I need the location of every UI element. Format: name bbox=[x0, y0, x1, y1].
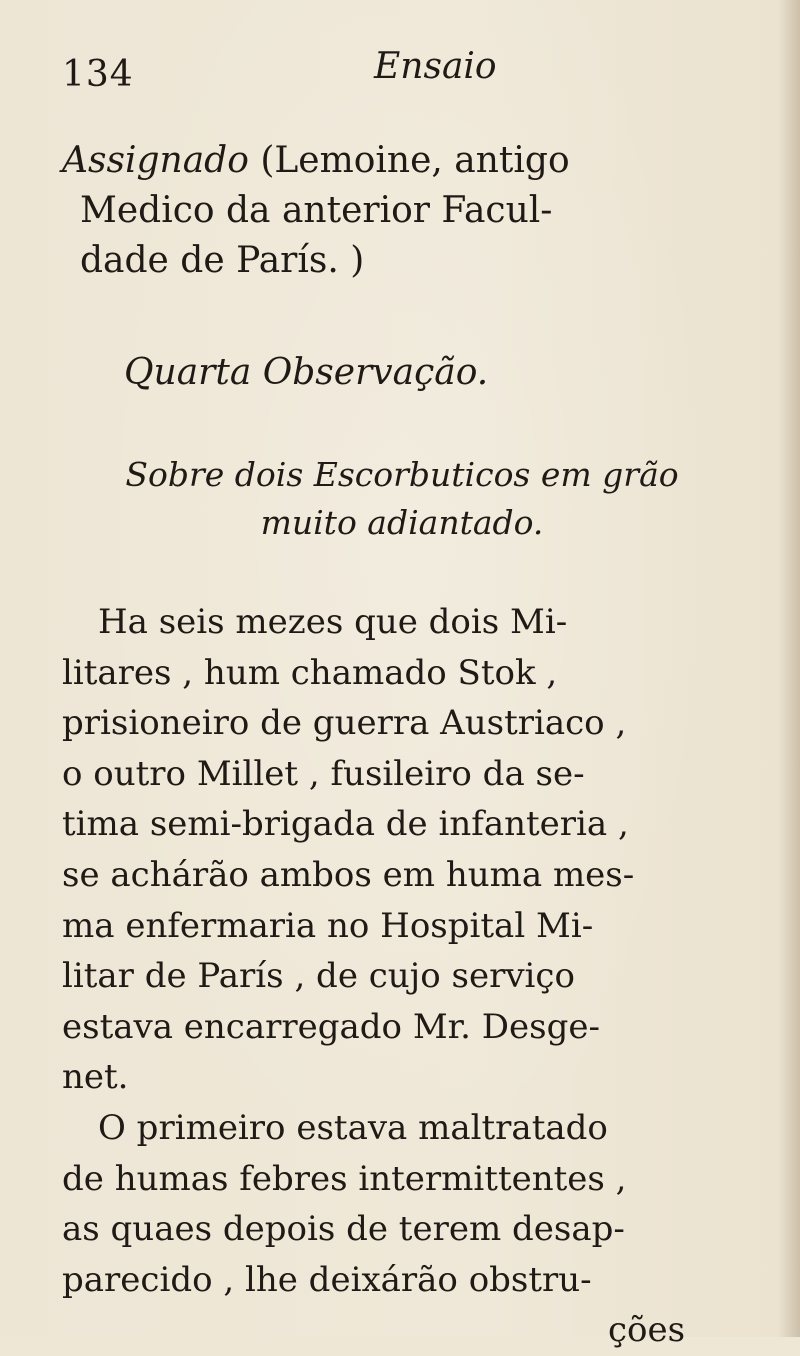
body-line: Ha seis mezes que dois Mi- bbox=[98, 602, 568, 642]
body-line: as quaes depois de terem desap- bbox=[62, 1209, 625, 1250]
running-head bbox=[62, 46, 742, 106]
body-line: se achárão ambos em huma mes- bbox=[62, 854, 635, 895]
signature-line-1 bbox=[62, 136, 742, 186]
body-line: ma enfermaria no Hospital Mi- bbox=[62, 905, 594, 946]
body-line: parecido , lhe deixárão obstru- bbox=[62, 1259, 592, 1300]
signature-block bbox=[62, 136, 742, 286]
body-line: estava encarregado Mr. Desge- bbox=[62, 1006, 600, 1047]
signature-line-2: Medico da anterior Facul- bbox=[80, 190, 553, 231]
body-line: de humas febres intermittentes , bbox=[62, 1158, 627, 1199]
body-line: tima semi-brigada de infanteria , bbox=[62, 804, 629, 845]
signature-label: Assignado bbox=[62, 140, 249, 181]
body-line: o outro Millet , fusileiro da se- bbox=[62, 753, 585, 794]
body-line: litares , hum chamado Stok , bbox=[62, 652, 558, 693]
running-title: Ensaio bbox=[374, 46, 497, 87]
observation-heading: Quarta Observação. bbox=[124, 352, 489, 393]
body-line: O primeiro estava maltratado bbox=[98, 1107, 608, 1148]
page-number: 134 bbox=[62, 54, 134, 95]
body-line: litar de París , de cujo serviço bbox=[62, 956, 575, 997]
page-edge-shadow bbox=[778, 0, 800, 1337]
body-line: net. bbox=[62, 1057, 129, 1098]
signature-line-3: dade de París. ) bbox=[80, 240, 365, 281]
observation-subtitle bbox=[62, 451, 742, 547]
subtitle-line-2: muito adiantado. bbox=[260, 503, 544, 542]
signature-text-1: (Lemoine, antigo bbox=[260, 140, 570, 181]
subtitle-line-1: Sobre dois Escorbuticos em grão bbox=[125, 455, 679, 494]
catchword: ções bbox=[608, 1310, 686, 1351]
text-block bbox=[62, 46, 742, 1356]
body-text bbox=[62, 597, 742, 1356]
body-line: prisioneiro de guerra Austriaco , bbox=[62, 703, 627, 744]
